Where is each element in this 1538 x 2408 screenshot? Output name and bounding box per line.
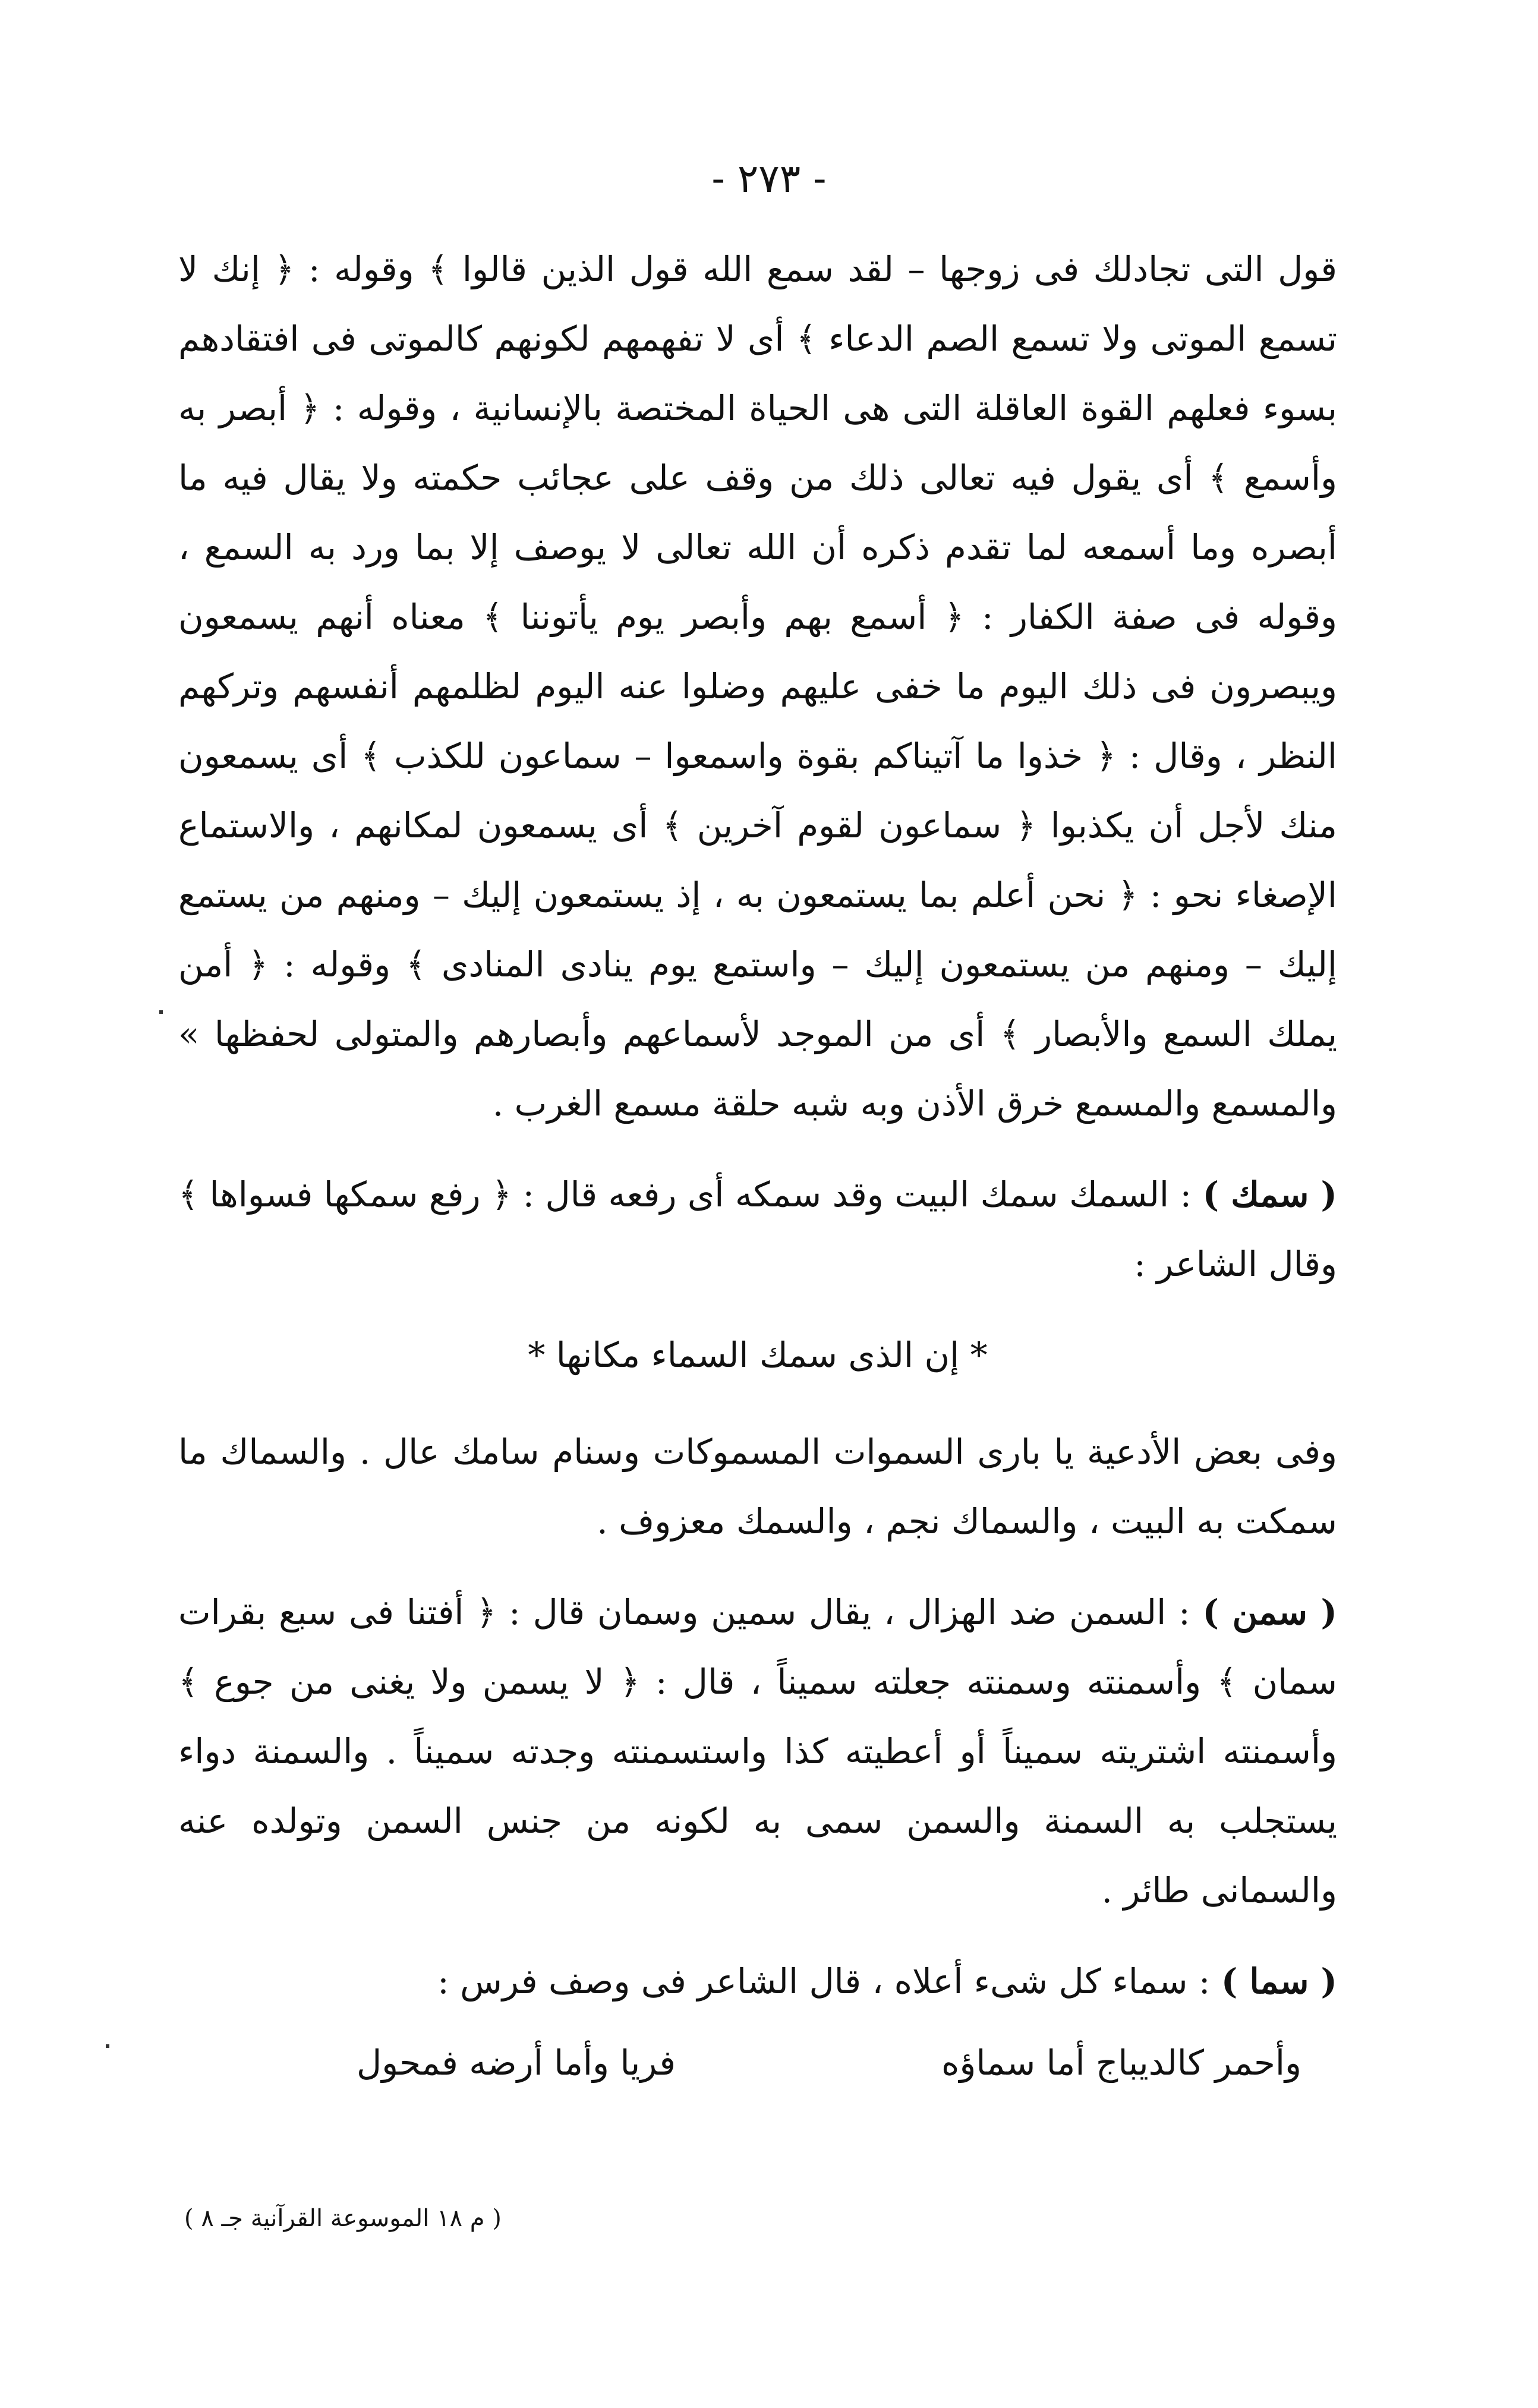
page-number: - ٢٧٣ - [711, 156, 827, 201]
entry-text-samn: : السمن ضد الهزال ، يقال سمين وسمان قال : ﴿ أفتنا فى سبع بقرات سمان ﴾ وأسمنته وسمنته جعلته سميناً ، قال : ﴿ لا يسمن ولا يغنى من جوع ﴾ وأسمنته اشتريته سميناً أو أعطيته كذا واستسمنته وجدته سميناً . والسمنة دواء يستجلب به السمنة والسمن سمى به لكونه من جنس السمن وتولده عنه والسمانى طائر . [178, 1592, 1337, 1911]
scan-speck [159, 1010, 163, 1014]
verse-first-hemistich: وأحمر كالديباج أما سماؤه [941, 2043, 1301, 2083]
entry-samak [178, 1160, 1337, 1299]
entry-term-samn: ( سمن ) [1202, 1592, 1337, 1632]
paragraph-samaa-continued: قول التى تجادلك فى زوجها – لقد سمع الله قول الذين قالوا ﴾ وقوله : ﴿ إنك لا تسمع الموتى ولا تسمع الصم الدعاء ﴾ أى لا تفهمهم لكونهم كالموتى فى افتقادهم بسوء فعلهم القوة العاقلة التى هى الحياة المختصة بالإنسانية ، وقوله : ﴿ أبصر به وأسمع ﴾ أى يقول فيه تعالى ذلك من وقف على عجائب حكمته ولا يقال فيه ما أبصره وما أسمعه لما تقدم ذكره أن الله تعالى لا يوصف إلا بما ورد به السمع ، وقوله فى صفة الكفار : ﴿ أسمع بهم وأبصر يوم يأتوننا ﴾ معناه أنهم يسمعون ويبصرون فى ذلك اليوم ما خفى عليهم وضلوا عنه اليوم لظلمهم أنفسهم وتركهم النظر ، وقال : ﴿ خذوا ما آتيناكم بقوة واسمعوا – سماعون للكذب ﴾ أى يسمعون منك لأجل أن يكذبوا ﴿ سماعون لقوم آخرين ﴾ أى يسمعون لمكانهم ، والاستماع الإصغاء نحو : ﴿ نحن أعلم بما يستمعون به ، إذ يستمعون إليك – ومنهم من يستمع إليك – ومنهم من يستمعون إليك – واستمع يوم ينادى المنادى ﴾ وقوله : ﴿ أمن يملك السمع والأبصار ﴾ أى من الموجد لأسماعهم وأبصارهم والمتولى لحفظها » والمسمع والمسمع خرق الأذن وبه شبه حلقة مسمع الغرب . [178, 249, 1337, 1124]
entry-term-samak: ( سمك ) [1202, 1174, 1337, 1215]
poetry-quote: * إن الذى سمك السماء مكانها * [528, 1335, 988, 1375]
page-body [178, 235, 1337, 2098]
entry-sama [178, 1947, 1337, 2016]
entry-term-sama: ( سما ) [1221, 1961, 1337, 2002]
entry-text-samak: : السمك سمك البيت وقد سمكه أى رفعه قال : ﴿ رفع سمكها فسواها ﴾ وقال الشاعر : [178, 1174, 1337, 1284]
verse-second-hemistich: فريا وأما أرضه فمحول [357, 2043, 676, 2083]
entry-samn [178, 1578, 1337, 1925]
paragraph-samak-continued: وفى بعض الأدعية يا بارى السموات المسموكات وسنام سامك عال . والسماك ما سمكت به البيت ، والسماك نجم ، والسمك معزوف . [178, 1432, 1337, 1542]
entry-text-sama: : سماء كل شىء أعلاه ، قال الشاعر فى وصف فرس : [437, 1961, 1221, 2002]
poetry-verse [178, 2028, 1337, 2098]
scan-speck [106, 2044, 109, 2048]
page-footer: ( م ١٨ الموسوعة القرآنية جـ ٨ ) [184, 2205, 502, 2232]
